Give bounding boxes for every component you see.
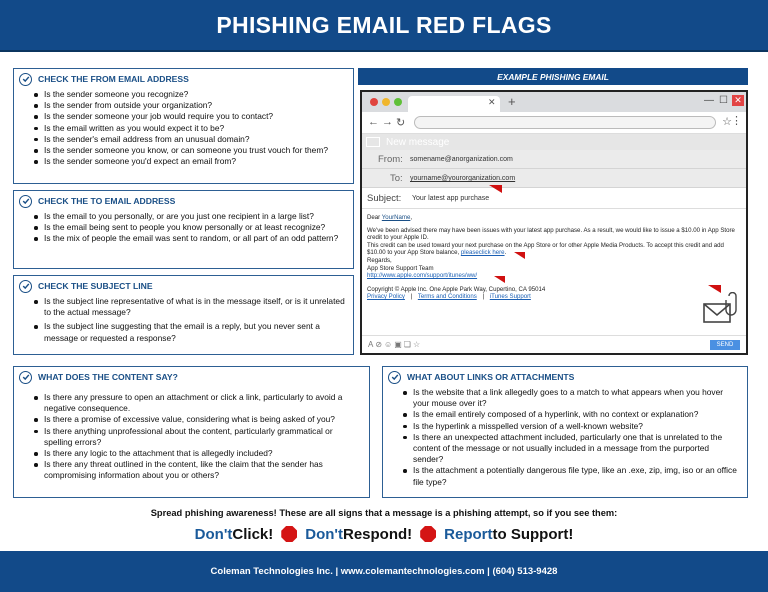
checkmark-icon — [19, 371, 32, 384]
greeting-prefix: Dear — [367, 214, 382, 221]
list-item: Is there any logic to the attachment that is allegedly included? — [44, 448, 363, 459]
list-item: Is the email written as you would expect it to be? — [44, 123, 347, 134]
list-item: Is the mix of people the email was sent to random, or all part of an odd pattern? — [44, 233, 347, 244]
dont-respond-a: Don't — [305, 525, 343, 543]
section-from — [13, 68, 354, 184]
section-heading: CHECK THE TO EMAIL ADDRESS — [38, 196, 176, 206]
question-list — [383, 387, 747, 488]
red-flag-icon — [514, 252, 525, 259]
envelope-icon — [366, 137, 380, 147]
url-field — [414, 116, 716, 129]
list-item: Is the sender from outside your organization? — [44, 100, 347, 111]
red-flag-icon — [708, 285, 721, 293]
page-title: PHISHING EMAIL RED FLAGS — [216, 11, 552, 38]
checkmark-icon — [19, 73, 32, 86]
footer-links: Privacy Policy | Terms and Conditions | iTunes Support — [367, 293, 531, 301]
subject-value: Your latest app purchase — [412, 195, 490, 202]
section-heading: WHAT ABOUT LINKS OR ATTACHMENTS — [407, 372, 575, 382]
awareness-text: Spread phishing awareness! These are all signs that a message is a phishing attempt, so if you see them: — [150, 508, 618, 518]
format-icons: A⊘☺▣❏☆ — [368, 340, 423, 349]
new-tab-icon: + — [508, 94, 516, 109]
list-item: Is there a promise of excessive value, considering what is being asked of you? — [44, 414, 363, 425]
window-maximize-dot — [394, 98, 402, 106]
report-a: Report — [444, 525, 493, 543]
list-item: Is there any threat outlined in the content, like the claim that the sender has compromising information about you or others? — [44, 459, 363, 481]
copyright: Copyright © Apple Inc. One Apple Park Way, Cupertino, CA 95014 — [367, 285, 546, 293]
refresh-icon: ↻ — [396, 117, 406, 129]
to-label: To: — [390, 173, 403, 184]
checkmark-icon — [19, 280, 32, 293]
list-item: Is there anything unprofessional about the content, particularly grammatical or spelling errors? — [44, 426, 363, 448]
question-list — [14, 211, 353, 245]
list-item: Is the sender someone you recognize? — [44, 89, 347, 100]
list-item: Is the sender's email address from an unusual domain? — [44, 134, 347, 145]
list-item: Is the hyperlink a misspelled version of a well-known website? — [413, 421, 741, 432]
maximize-icon: ☐ — [719, 95, 728, 106]
minimize-icon: — — [704, 95, 714, 106]
signature: App Store Support Team — [367, 264, 434, 272]
menu-icon: ⋮ — [731, 115, 742, 127]
list-item: Is the email to you personally, or are you just one recipient in a large list? — [44, 211, 347, 222]
page-header — [0, 0, 768, 52]
dont-click-a: Don't — [194, 525, 233, 543]
subject-row — [362, 188, 746, 209]
call-to-action — [0, 524, 768, 544]
greeting-name: YourName — [381, 214, 411, 221]
example-heading: EXAMPLE PHISHING EMAIL — [358, 68, 748, 85]
support-link: iTunes Support — [489, 293, 531, 301]
from-label: From: — [378, 154, 403, 165]
report-b: to Support! — [492, 525, 574, 543]
example-email-window — [360, 90, 748, 355]
checkmark-icon — [388, 371, 401, 384]
list-item: Is the email entirely composed of a hyperlink, with no context or explanation? — [413, 409, 741, 420]
list-item: Is the sender someone you'd expect an email from? — [44, 156, 347, 167]
email-body — [362, 209, 746, 301]
privacy-link: Privacy Policy — [367, 293, 405, 301]
compose-toolbar — [362, 335, 746, 353]
checkmark-icon — [19, 195, 32, 208]
email-paragraph-end: . — [504, 249, 507, 257]
compose-title: New message — [386, 136, 450, 148]
signature-link: http://www.apple.com/support/itunes/ww/ — [367, 272, 478, 280]
window-minimize-dot — [382, 98, 390, 106]
terms-link: Terms and Conditions — [417, 293, 477, 301]
section-heading: CHECK THE FROM EMAIL ADDRESS — [38, 74, 189, 84]
question-list — [14, 89, 353, 167]
window-close-dot — [370, 98, 378, 106]
regards: Regards, — [367, 256, 392, 264]
list-item: Is there any pressure to open an attachment or click a link, particularly to avoid a negative consequence. — [44, 392, 363, 414]
from-value: somename@anorganization.com — [410, 156, 513, 163]
to-row — [362, 169, 746, 188]
list-item: Is the website that a link allegedly goes to a match to what appears when you hover your mouse over it? — [413, 387, 741, 409]
dont-click-b: Click! — [232, 525, 274, 543]
from-row — [362, 150, 746, 169]
page-footer: Coleman Technologies Inc. | www.colemantechnologies.com | (604) 513-9428 — [0, 551, 768, 592]
red-flag-icon — [489, 185, 502, 193]
section-to — [13, 190, 354, 269]
section-heading: CHECK THE SUBJECT LINE — [38, 281, 153, 291]
question-list — [14, 296, 353, 344]
stop-sign-icon — [281, 526, 297, 542]
red-flag-icon — [494, 276, 505, 283]
list-item: Is the email being sent to people you know personally or at least recognize? — [44, 222, 347, 233]
list-item: Is the sender someone your job would require you to contact? — [44, 111, 347, 122]
section-subject — [13, 275, 354, 355]
list-item: Is the attachment a potentially dangerous file type, like an .exe, zip, img, iso or an office file type? — [413, 465, 741, 487]
close-icon: ✕ — [732, 95, 744, 106]
to-value: yourname@yourorganization.com — [410, 175, 516, 182]
dont-respond-b: Respond! — [343, 525, 413, 543]
compose-titlebar — [362, 134, 746, 150]
list-item: Is the sender someone you know, or can someone you trust vouch for them? — [44, 145, 347, 156]
tab-close-icon: ✕ — [488, 97, 496, 107]
send-button: SEND — [710, 340, 740, 350]
bookmark-star-icon: ☆ — [722, 116, 732, 128]
address-bar — [362, 112, 746, 134]
section-links — [382, 366, 748, 498]
section-heading: WHAT DOES THE CONTENT SAY? — [38, 372, 178, 382]
email-link: pleaseclick here — [460, 249, 505, 257]
list-item: Is there an unexpected attachment included, particularly one that is unrelated to the content of the message or not usually included in a message from the purported sender? — [413, 432, 741, 466]
browser-tab-bar — [362, 92, 746, 112]
subject-label: Subject: — [367, 193, 402, 204]
back-icon: ← — [368, 116, 379, 128]
list-item: Is the subject line suggesting that the email is a reply, but you never sent a message or requested a response? — [44, 321, 347, 343]
greeting-suffix: , — [410, 214, 413, 221]
email-paragraph: This credit can be used toward your next purchase on the App Store or for other Apple Media Products. To accept this credit and add $10.00 to your App Store balance, — [367, 241, 724, 257]
question-list — [14, 392, 369, 482]
section-content — [13, 366, 370, 498]
browser-tab — [408, 96, 500, 112]
forward-icon: → — [382, 116, 393, 128]
list-item: Is the subject line representative of what is in the message itself, or is it unrelated to the actual message? — [44, 296, 347, 318]
email-paragraph: We've been advised there may have been issues with your latest app purchase. As a result, we would like to issue a $10.00 in App Store credit to your Apple ID. — [367, 226, 735, 242]
attachment-envelope-icon — [702, 292, 738, 328]
stop-sign-icon — [420, 526, 436, 542]
